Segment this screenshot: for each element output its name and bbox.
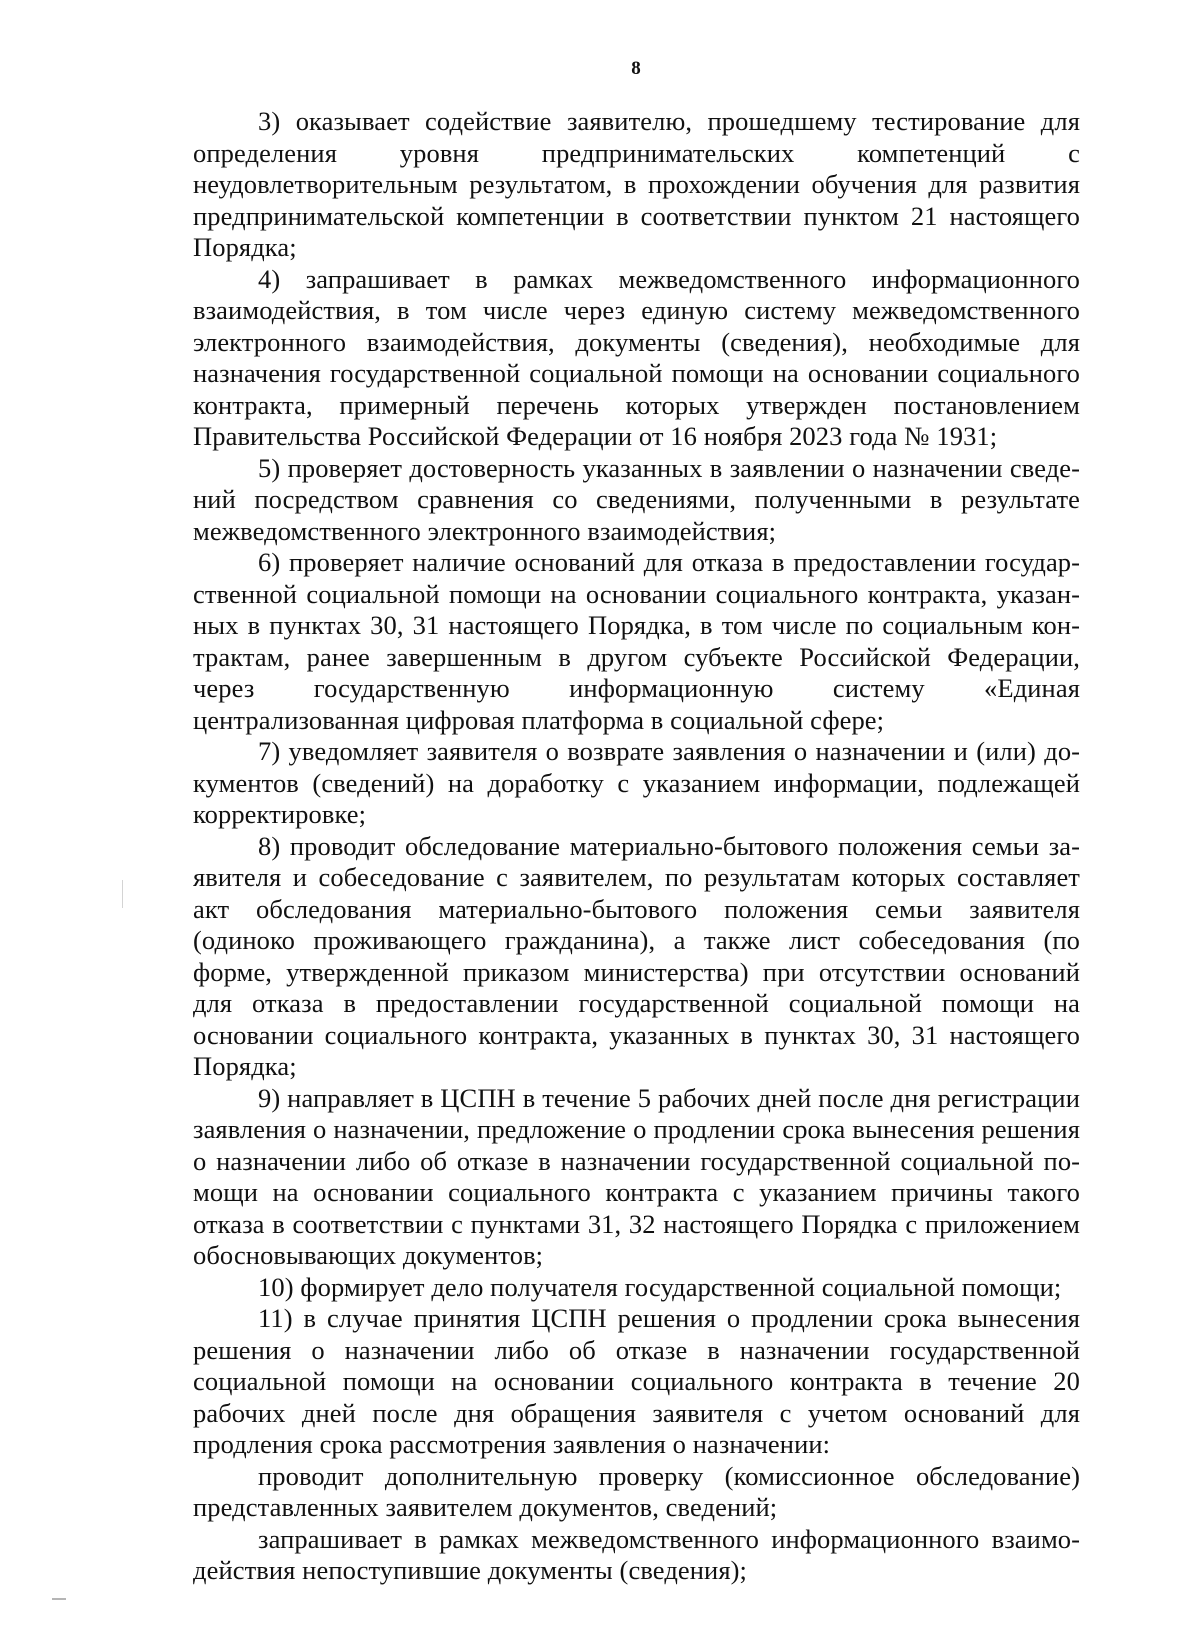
page-number: 8 bbox=[631, 58, 641, 79]
paragraph-subitem-check: проводит дополнительную проверку (комиссионное обследование) представленных заявителем документов, сведений; bbox=[193, 1460, 1080, 1522]
document-body bbox=[193, 106, 1080, 1587]
paragraph-subitem-request: запрашивает в рамках межведомственного информационного взаимодействия непоступившие документы (сведения); bbox=[193, 1523, 1080, 1585]
paragraph-item-4: 4) запрашивает в рамках межведомственного информационного взаимодействия, в том числе через единую систему межведомственного электронного взаимодействия, документы (сведения), необходимые для назначения государственной социальной помощи на основании социального контракта, примерный перечень которых утвержден постановлением Правительства Российской Федерации от 16 ноября 2023 года № 1931; bbox=[193, 263, 1080, 451]
paragraph-item-5: 5) проверяет достоверность указанных в заявлении о назначении сведений посредством сравнения со сведениями, полученными в результате межведомственного электронного взаимодействия; bbox=[193, 452, 1080, 546]
paragraph-item-8: 8) проводит обследование материально-бытового положения семьи заявителя и собеседование с заявителем, по результатам которых составляет акт обследования материально-бытового положения семьи заявителя (одиноко проживающего гражданина), а также лист собеседования (по форме, утвержденной приказом министерства) при отсутствии оснований для отказа в предоставлении государственной социальной помощи на основании социального контракта, указанных в пунктах 30, 31 настоящего Порядка; bbox=[193, 830, 1080, 1081]
paragraph-item-6: 6) проверяет наличие оснований для отказа в предоставлении государственной социальной помощи на основании социального контракта, указанных в пунктах 30, 31 настоящего Порядка, в том числе по социальным контрактам, ранее завершенным в другом субъекте Российской Федерации, через государственную информационную систему «Единая централизованная цифровая платформа в социальной сфере; bbox=[193, 547, 1080, 735]
paragraph-item-3: 3) оказывает содействие заявителю, прошедшему тестирование для определения уровня предпринимательских компетенций с неудовлетворительным результатом, в прохождении обучения для развития предпринимательской компетенции в соответствии пунктом 21 настоящего Порядка; bbox=[193, 106, 1080, 262]
paragraph-item-9: 9) направляет в ЦСПН в течение 5 рабочих дней после дня регистрации заявления о назначении, предложение о продлении срока вынесения решения о назначении либо об отказе в назначении государственной социальной помощи на основании социального контракта с указанием причины такого отказа в соответствии с пунктами 31, 32 настоящего Порядка с приложением обосновывающих документов; bbox=[193, 1082, 1080, 1270]
paragraph-item-10: 10) формирует дело получателя государственной социальной помощи; bbox=[258, 1271, 1062, 1302]
scan-artifact-mark bbox=[52, 1598, 66, 1600]
paragraph-item-11: 11) в случае принятия ЦСПН решения о продлении срока вынесения решения о назначении либо об отказе в назначении государственной социальной помощи на основании социального контракта в течение 20 рабочих дней после дня обращения заявителя с учетом оснований для продления срока рассмотрения заявления о назначении: bbox=[193, 1303, 1080, 1459]
scan-artifact-line bbox=[122, 880, 123, 908]
paragraph-item-7: 7) уведомляет заявителя о возврате заявления о назначении и (или) документов (сведений) на доработку с указанием информации, подлежащей корректировке; bbox=[193, 736, 1080, 829]
